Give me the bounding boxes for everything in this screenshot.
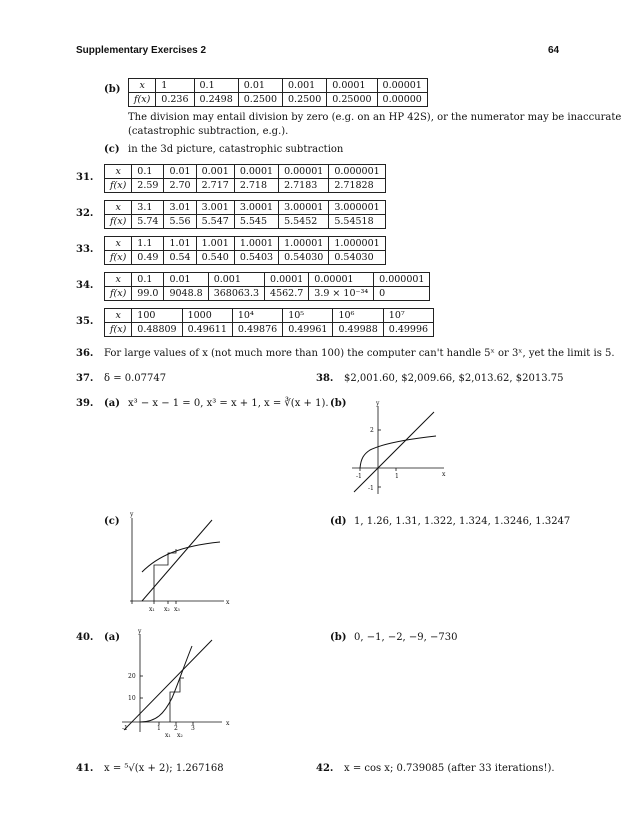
ex41-text: x = ⁵√(x + 2); 1.267168 bbox=[104, 763, 224, 774]
table-cell: 0.1 bbox=[132, 273, 164, 287]
table-row-fx bbox=[105, 215, 386, 229]
table-cell: 0.1 bbox=[132, 165, 164, 179]
ex39d-part: (d) bbox=[330, 516, 347, 527]
ex41-number: 41. bbox=[76, 763, 94, 774]
table-row-label: x bbox=[105, 309, 132, 323]
table-row-label: f(x) bbox=[129, 93, 156, 107]
axis-label-y: y bbox=[130, 511, 134, 518]
table-cell: 3.01 bbox=[164, 201, 196, 215]
table-cell: 9048.8 bbox=[164, 287, 208, 301]
ex39d-text: 1, 1.26, 1.31, 1.322, 1.324, 1.3246, 1.3247 bbox=[354, 516, 571, 527]
table-cell: 0.2498 bbox=[194, 93, 238, 107]
ex34-table bbox=[104, 272, 430, 301]
tick-label-y-minus1: -1 bbox=[368, 485, 374, 492]
ex36-number: 36. bbox=[76, 348, 94, 359]
table-cell: 1 bbox=[156, 79, 194, 93]
table-cell: 0.49 bbox=[132, 251, 164, 265]
tick-label-2: 2 bbox=[370, 427, 374, 434]
ex42-number: 42. bbox=[316, 763, 334, 774]
ex30b-part: (b) bbox=[104, 84, 121, 95]
table-cell: 1.000001 bbox=[329, 237, 385, 251]
axis-label-y: y bbox=[138, 628, 142, 635]
tick-label-x1: x₁ bbox=[149, 606, 155, 613]
table-row-label: f(x) bbox=[105, 251, 132, 265]
ex30b-note-line2: (catastrophic subtraction, e.g.). bbox=[128, 126, 289, 137]
table-cell: 5.74 bbox=[132, 215, 164, 229]
table-cell: 0.000001 bbox=[329, 165, 385, 179]
table-cell: 0.001 bbox=[196, 165, 234, 179]
table-row-x bbox=[105, 201, 386, 215]
table-cell: 0.54030 bbox=[279, 251, 329, 265]
ex34-number: 34. bbox=[76, 280, 94, 291]
line-y-equals-x bbox=[354, 412, 434, 492]
table-cell: 3.00001 bbox=[279, 201, 329, 215]
table-cell: 10⁶ bbox=[333, 309, 383, 323]
table-cell: 0.0001 bbox=[234, 165, 278, 179]
table-cell: 0.49876 bbox=[232, 323, 282, 337]
ex39c-graph bbox=[120, 508, 240, 618]
table-cell: 1.00001 bbox=[279, 237, 329, 251]
table-row-label: f(x) bbox=[105, 215, 132, 229]
axis-label-x: x bbox=[226, 599, 230, 606]
ex32-number: 32. bbox=[76, 208, 94, 219]
table-cell: 0.54 bbox=[164, 251, 196, 265]
table-row-fx bbox=[129, 93, 428, 107]
tick-label-x-minus1: -1 bbox=[356, 473, 362, 480]
table-cell: 1.001 bbox=[196, 237, 234, 251]
ex37-number: 37. bbox=[76, 373, 94, 384]
table-cell: 0.00001 bbox=[279, 165, 329, 179]
table-row-label: f(x) bbox=[105, 323, 132, 337]
axis-label-y: y bbox=[376, 400, 380, 407]
ex31-number: 31. bbox=[76, 172, 94, 183]
table-cell: 0.00000 bbox=[377, 93, 427, 107]
tick-label-2: 2 bbox=[174, 725, 178, 732]
table-cell: 3.000001 bbox=[329, 201, 385, 215]
table-cell: 10⁵ bbox=[283, 309, 333, 323]
table-cell: 0.25000 bbox=[327, 93, 377, 107]
table-cell: 5.545 bbox=[234, 215, 278, 229]
table-row-label: f(x) bbox=[105, 287, 132, 301]
axis-label-x: x bbox=[442, 471, 446, 478]
table-cell: 0.1 bbox=[194, 79, 238, 93]
table-cell: 0.49611 bbox=[182, 323, 232, 337]
tick-label-3: 3 bbox=[191, 725, 195, 732]
table-cell: 2.718 bbox=[234, 179, 278, 193]
table-cell: 5.547 bbox=[196, 215, 234, 229]
table-cell: 100 bbox=[132, 309, 182, 323]
table-cell: 0.2500 bbox=[283, 93, 327, 107]
running-header-title: Supplementary Exercises 2 bbox=[76, 45, 207, 56]
table-cell: 0.000001 bbox=[374, 273, 430, 287]
table-row-fx bbox=[105, 179, 386, 193]
table-cell: 1000 bbox=[182, 309, 232, 323]
ex42-text: x = cos x; 0.739085 (after 33 iterations!). bbox=[344, 763, 555, 774]
ex40a-graph bbox=[118, 626, 238, 744]
table-cell: 0.0001 bbox=[327, 79, 377, 93]
table-row-fx bbox=[105, 323, 434, 337]
ex39c-part: (c) bbox=[104, 516, 120, 527]
table-row-x bbox=[105, 165, 386, 179]
curve-x-cubed-minus-1 bbox=[140, 646, 192, 722]
table-row-x bbox=[105, 309, 434, 323]
table-cell: 0.001 bbox=[283, 79, 327, 93]
ex39a-part: (a) bbox=[104, 398, 120, 409]
table-row-label: f(x) bbox=[105, 179, 132, 193]
table-cell: 3.0001 bbox=[234, 201, 278, 215]
table-cell: 2.717 bbox=[196, 179, 234, 193]
ex31-table bbox=[104, 164, 386, 193]
ex35-table bbox=[104, 308, 434, 337]
table-cell: 0.01 bbox=[238, 79, 282, 93]
table-cell: 10⁴ bbox=[232, 309, 282, 323]
table-cell: 0 bbox=[374, 287, 430, 301]
ex32-table bbox=[104, 200, 386, 229]
table-cell: 0.0001 bbox=[265, 273, 309, 287]
ex35-number: 35. bbox=[76, 316, 94, 327]
tick-label-10: 10 bbox=[128, 695, 136, 702]
tick-label-minus1: -1 bbox=[122, 725, 128, 732]
table-cell: 0.5403 bbox=[234, 251, 278, 265]
tick-label-x-1: 1 bbox=[395, 473, 399, 480]
axis-label-x: x bbox=[226, 720, 230, 727]
ex40b-text: 0, −1, −2, −9, −730 bbox=[354, 632, 458, 643]
ex33-number: 33. bbox=[76, 244, 94, 255]
ex39b-graph bbox=[340, 398, 450, 498]
table-cell: 1.01 bbox=[164, 237, 196, 251]
table-row-fx bbox=[105, 251, 386, 265]
table-cell: 0.49996 bbox=[383, 323, 433, 337]
line-y-equals-x bbox=[124, 640, 212, 730]
table-row-label: x bbox=[105, 201, 132, 215]
table-cell: 0.001 bbox=[208, 273, 264, 287]
ex33-table bbox=[104, 236, 386, 265]
ex39-number: 39. bbox=[76, 398, 94, 409]
table-cell: 5.5452 bbox=[279, 215, 329, 229]
curve-cube-root bbox=[360, 436, 436, 468]
table-cell: 2.71828 bbox=[329, 179, 385, 193]
ex39a-text: x³ − x − 1 = 0, x³ = x + 1, x = ∛(x + 1). bbox=[128, 398, 329, 409]
ex38-text: $2,001.60, $2,009.66, $2,013.62, $2013.75 bbox=[344, 373, 564, 384]
ex30c-part: (c) bbox=[104, 144, 120, 155]
ex37-text: δ = 0.07747 bbox=[104, 373, 167, 384]
table-cell: 0.2500 bbox=[238, 93, 282, 107]
tick-label-x2: x₂ bbox=[177, 732, 183, 739]
tick-label-20: 20 bbox=[128, 673, 136, 680]
table-cell: 2.7183 bbox=[279, 179, 329, 193]
table-cell: 3.1 bbox=[132, 201, 164, 215]
table-cell: 3.001 bbox=[196, 201, 234, 215]
table-cell: 2.59 bbox=[132, 179, 164, 193]
table-cell: 3.9 × 10⁻³⁴ bbox=[309, 287, 374, 301]
ex40b-part: (b) bbox=[330, 632, 347, 643]
table-cell: 0.49961 bbox=[283, 323, 333, 337]
table-row-x bbox=[105, 237, 386, 251]
table-row-x bbox=[105, 273, 430, 287]
table-cell: 368063.3 bbox=[208, 287, 264, 301]
ex39b-part: (b) bbox=[330, 398, 347, 409]
table-cell: 0.48809 bbox=[132, 323, 182, 337]
ex40a-part: (a) bbox=[104, 632, 120, 643]
tick-label-1: 1 bbox=[157, 725, 161, 732]
ex36-text: For large values of x (not much more than 100) the computer can't handle 5ˣ or 3ˣ, yet the limit is 5. bbox=[104, 348, 615, 359]
table-row-label: x bbox=[105, 165, 132, 179]
table-row-fx bbox=[105, 287, 430, 301]
ex30c-text: in the 3d picture, catastrophic subtraction bbox=[128, 144, 344, 155]
table-cell: 0.54030 bbox=[329, 251, 385, 265]
table-cell: 0.00001 bbox=[377, 79, 427, 93]
line-y-equals-x bbox=[142, 520, 212, 601]
tick-label-x1: x₁ bbox=[165, 732, 171, 739]
table-row-x bbox=[129, 79, 428, 93]
table-cell: 0.00001 bbox=[309, 273, 374, 287]
table-row-label: x bbox=[129, 79, 156, 93]
ex38-number: 38. bbox=[316, 373, 334, 384]
table-cell: 99.0 bbox=[132, 287, 164, 301]
table-cell: 10⁷ bbox=[383, 309, 433, 323]
table-cell: 5.56 bbox=[164, 215, 196, 229]
page-number: 64 bbox=[548, 45, 560, 56]
ex30b-table bbox=[128, 78, 428, 107]
table-cell: 1.1 bbox=[132, 237, 164, 251]
table-cell: 2.70 bbox=[164, 179, 196, 193]
table-cell: 0.49988 bbox=[333, 323, 383, 337]
table-row-label: x bbox=[105, 237, 132, 251]
tick-label-x2: x₂ bbox=[164, 606, 170, 613]
ex30b-note-line1: The division may entail division by zero (e.g. on an HP 42S), or the numerator may be inaccurate bbox=[128, 112, 622, 123]
table-cell: 0.540 bbox=[196, 251, 234, 265]
ex40-number: 40. bbox=[76, 632, 94, 643]
table-cell: 1.0001 bbox=[234, 237, 278, 251]
table-cell: 0.01 bbox=[164, 273, 208, 287]
tick-label-x3: x₃ bbox=[174, 606, 180, 613]
table-cell: 0.01 bbox=[164, 165, 196, 179]
table-cell: 0.236 bbox=[156, 93, 194, 107]
table-cell: 5.54518 bbox=[329, 215, 385, 229]
table-cell: 4562.7 bbox=[265, 287, 309, 301]
table-row-label: x bbox=[105, 273, 132, 287]
